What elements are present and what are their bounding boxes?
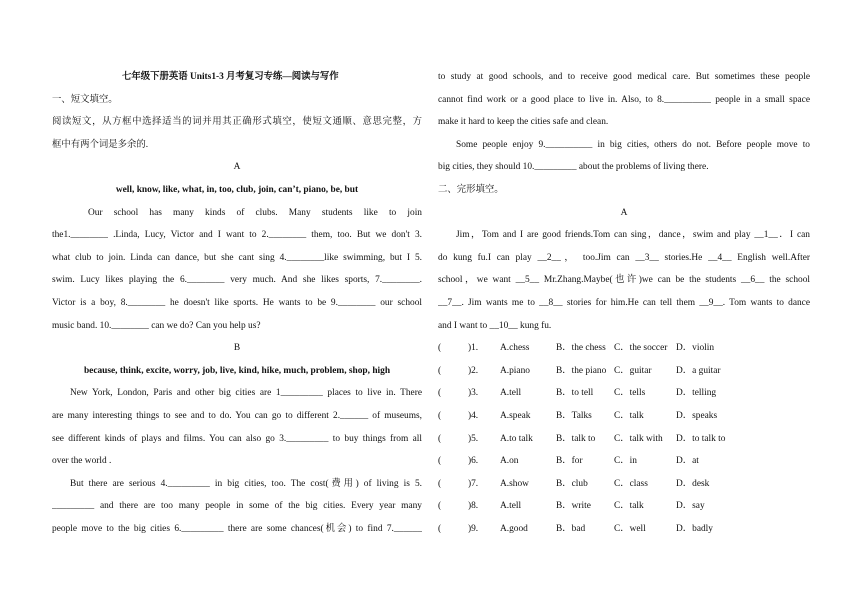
passage-line: Jim，Tom and I are good friends.Tom can sing，dance，swim and play __1__．I can (456, 230, 810, 241)
section-heading-cloze: 二、完形填空。 (438, 184, 504, 195)
word-bank-b: because, think, excite, worry, job, live, kind, hike, much, problem, shop, high (83, 365, 391, 376)
option-a: A.chess (500, 343, 530, 354)
option-row (438, 382, 810, 405)
answer-bracket[interactable]: ( (438, 478, 442, 489)
answer-bracket[interactable]: ( (438, 456, 442, 467)
passage-line: over the world . (52, 456, 112, 467)
worksheet-title: 七年级下册英语 Units1-3 月考复习专练—阅读与写作 (122, 72, 339, 82)
instruction-line: 框中有两个词是多余的. (52, 139, 149, 150)
passage-line: music band. 10.________ can we do? Can you help us? (52, 320, 261, 331)
passage-line: big cities, they should 10._________ about the problems of living there. (438, 162, 709, 173)
option-d: D．say (676, 501, 705, 512)
question-number: )9. (468, 523, 479, 534)
passage-line: Victor is a boy, 8.________ he doesn't like sports. He wants to be 9.________ our school (52, 297, 422, 308)
answer-bracket[interactable]: ( (438, 523, 442, 534)
option-c: C．class (614, 478, 648, 489)
question-number: )2. (468, 365, 479, 376)
option-a: A.good (500, 523, 528, 534)
option-row (438, 428, 810, 451)
passage-line: make it hard to keep the cities safe and clean. (438, 117, 609, 128)
option-c: C．talk with (614, 433, 663, 444)
passage-line: But there are serious 4._________ in big cities, too. The cost(费用) of living is 5. (70, 478, 422, 489)
option-c: C．tells (614, 388, 646, 399)
question-number: )4. (468, 410, 479, 421)
option-c: C．well (614, 523, 646, 534)
option-c: C．guitar (614, 365, 652, 376)
passage-line: cannot find work or a good place to live in. Also, to 8.__________ people in a small space (438, 94, 810, 105)
passage-line: Some people enjoy 9.__________ in big cities, others do not. Before people move to (456, 139, 810, 150)
question-number: )3. (468, 388, 479, 399)
option-b: B．for (556, 456, 583, 467)
passage-line: what club to join. Linda can dance, but she cant sing 4.________like swimming, but I 5. (52, 252, 422, 263)
answer-bracket[interactable]: ( (438, 365, 442, 376)
option-a: A.piano (500, 365, 530, 376)
option-d: D．a guitar (676, 365, 721, 376)
option-row (438, 495, 810, 518)
answer-bracket[interactable]: ( (438, 433, 442, 444)
passage-label-a: A (233, 162, 241, 173)
option-d: D．desk (676, 478, 710, 489)
option-a: A.show (500, 478, 529, 489)
question-number: )1. (468, 343, 479, 354)
word-bank-a: well, know, like, what, in, too, club, join, can’t, piano, be, but (115, 184, 359, 195)
option-d: D．violin (676, 343, 715, 354)
answer-bracket[interactable]: ( (438, 501, 442, 512)
passage-line: and I want to __10__ kung fu. (438, 320, 552, 331)
question-number: )8. (468, 501, 479, 512)
option-c: C．talk (614, 410, 644, 421)
passage-line: Our school has many kinds of clubs. Many students like to join (88, 207, 422, 218)
question-number: )5. (468, 433, 479, 444)
option-b: B．talk to (556, 433, 596, 444)
right-column (438, 66, 810, 540)
option-d: D．badly (676, 523, 713, 534)
passage-line: people move to the big cities 6._________ there are some chances(机会) to find 7.______ (52, 523, 422, 534)
instruction-line: 阅读短文，从方框中选择适当的词并用其正确形式填空，使短文通顺、意思完整，方 (52, 117, 422, 128)
passage-line: _________ and there are too many people in some of the big cities. Every year many (52, 501, 422, 512)
option-b: B．the chess (556, 343, 606, 354)
option-a: A.speak (500, 410, 531, 421)
option-b: B．write (556, 501, 591, 512)
passage-line: are many interesting things to see and to do. You can go to different 2.______ of museums, (52, 410, 422, 421)
answer-bracket[interactable]: ( (438, 410, 442, 421)
passage-line: school，we want __5__ Mr.Zhang.Maybe(也许)we can be the students __6__ the school (438, 275, 810, 286)
section-heading-fill-blank: 一、短文填空。 (52, 94, 118, 105)
passage-line: New York, London, Paris and other big cities are 1_________ places to live in. There (70, 388, 422, 399)
option-d: D．telling (676, 388, 717, 399)
option-c: C．talk (614, 501, 644, 512)
option-a: A.on (500, 456, 519, 467)
option-c: C．the soccer (614, 343, 668, 354)
option-row (438, 360, 810, 383)
left-column (52, 66, 422, 540)
option-c: C．in (614, 456, 637, 467)
option-b: B．bad (556, 523, 586, 534)
question-number: )6. (468, 456, 479, 467)
passage-line: see different kinds of plays and films. You can also go 3._________ to buy things from all (52, 433, 422, 444)
passage-line: swim. Lucy likes playing the 6.________ very much. And she likes sports, 7.________. (52, 275, 422, 286)
passage-label-a: A (620, 207, 628, 218)
question-number: )7. (468, 478, 479, 489)
option-row (438, 450, 810, 473)
option-a: A.to talk (500, 433, 533, 444)
option-b: B．the piano (556, 365, 607, 376)
option-row (438, 337, 810, 360)
option-row (438, 518, 810, 541)
option-a: A.tell (500, 501, 522, 512)
option-b: B．Talks (556, 410, 592, 421)
options-list (438, 337, 810, 540)
option-row (438, 405, 810, 428)
option-b: B．to tell (556, 388, 594, 399)
option-a: A.tell (500, 388, 522, 399)
option-d: D．speaks (676, 410, 718, 421)
option-b: B．club (556, 478, 588, 489)
passage-label-b: B (233, 343, 241, 354)
answer-bracket[interactable]: ( (438, 388, 442, 399)
option-d: D．at (676, 456, 699, 467)
answer-bracket[interactable]: ( (438, 343, 442, 354)
passage-line: do kung fu.I can play __2__， too.Jim can __3__ stories.He __4__ English well.After (438, 252, 810, 263)
option-row (438, 473, 810, 496)
passage-line: the1.________ .Linda, Lucy, Victor and I want to 2.________ them, too. But we don't 3. (52, 230, 422, 241)
option-d: D．to talk to (676, 433, 726, 444)
passage-line: to study at good schools, and to receive good medical care. But sometimes these people (438, 72, 810, 82)
passage-line: __7__. Jim wants me to __8__ stories for him.He can tell them __9__. Tom wants to dance (438, 297, 810, 308)
